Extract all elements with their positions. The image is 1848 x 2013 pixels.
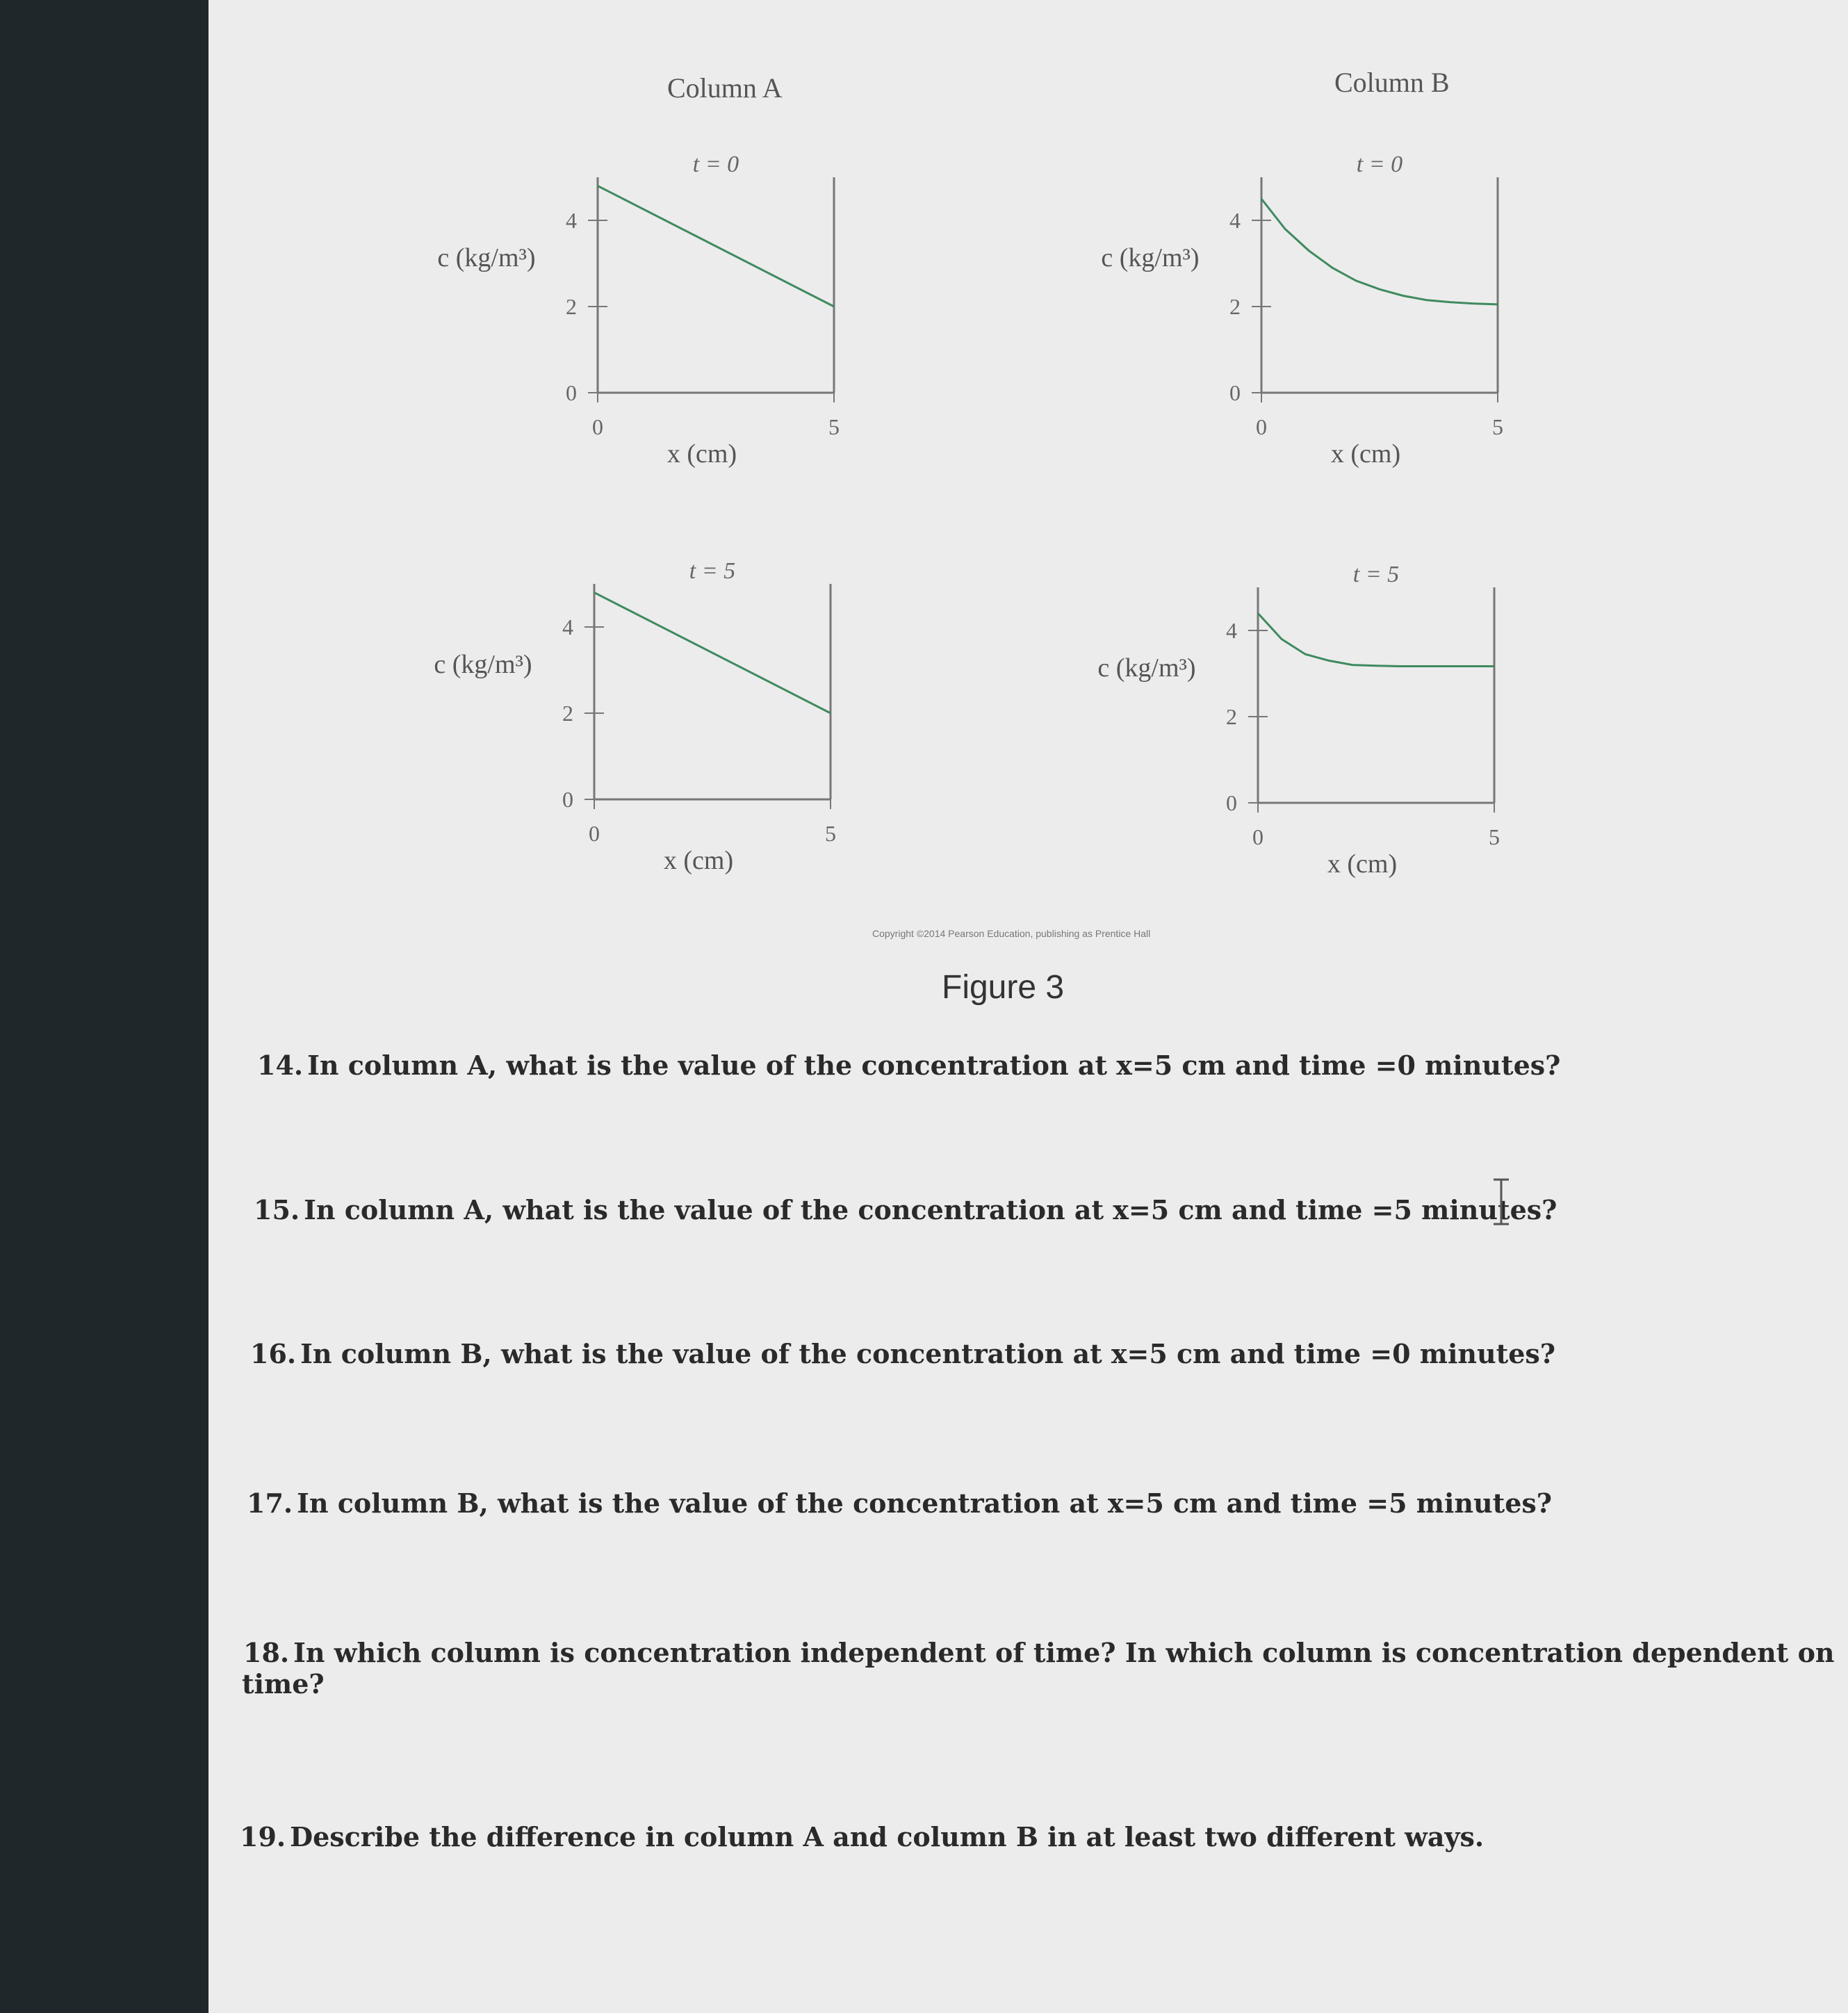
y-tick-label: 0: [562, 787, 573, 812]
plot-column-b-t0: [1081, 152, 1512, 480]
question-14: [257, 1050, 1560, 1081]
question-18-continued: [242, 1668, 325, 1700]
plot-svg: [417, 152, 848, 476]
document-page: [208, 0, 1848, 2013]
copyright-notice: Copyright ©2014 Pearson Education, publishing as Prentice Hall: [872, 928, 1151, 939]
plot-svg: [1081, 152, 1512, 476]
question-19: [240, 1821, 1484, 1852]
x-axis-title: x (cm): [1330, 439, 1401, 468]
x-tick-label: 5: [1492, 414, 1503, 439]
plot-column-b-t5: [1077, 562, 1508, 890]
x-axis-title: x (cm): [667, 439, 737, 468]
question-18: [243, 1637, 1835, 1668]
column-a-title: Column A: [667, 72, 783, 104]
y-tick-label: 4: [1229, 208, 1241, 233]
question-number: 18.: [243, 1637, 290, 1668]
question-number: 19.: [240, 1821, 286, 1852]
question-text: In which column is concentration independent of time? In which column is concentration dependent on: [293, 1637, 1835, 1668]
x-tick-label: 5: [1489, 824, 1500, 849]
time-label: t = 0: [692, 152, 739, 177]
question-number: 16.: [250, 1338, 297, 1369]
text-cursor-icon: [1491, 1178, 1512, 1225]
x-tick-label: 0: [1252, 824, 1264, 849]
time-label: t = 5: [689, 558, 736, 584]
figure-caption: Figure 3: [942, 969, 1065, 1006]
plot-column-a-t5: [414, 558, 844, 886]
y-axis-title: c (kg/m³): [434, 649, 532, 679]
y-tick-label: 0: [1229, 380, 1241, 405]
y-tick-label: 4: [566, 208, 577, 233]
concentration-line: [594, 592, 831, 713]
y-tick-label: 0: [566, 380, 577, 405]
x-axis-title: x (cm): [1327, 849, 1398, 879]
time-label: t = 0: [1356, 152, 1403, 177]
y-tick-label: 0: [1226, 790, 1237, 815]
question-17: [247, 1488, 1552, 1519]
y-tick-label: 2: [566, 294, 577, 319]
y-tick-label: 4: [562, 614, 573, 639]
question-text: In column A, what is the value of the concentration at x=5 cm and time =0 minutes?: [307, 1050, 1561, 1081]
question-text: In column A, what is the value of the concentration at x=5 cm and time =5 minutes?: [304, 1194, 1557, 1225]
plot-column-a-t0: [417, 152, 848, 480]
y-tick-label: 2: [1226, 704, 1237, 729]
question-16: [250, 1338, 1555, 1369]
y-tick-label: 2: [562, 701, 573, 726]
x-tick-label: 5: [825, 821, 836, 846]
question-15: [254, 1194, 1557, 1225]
x-tick-label: 0: [592, 414, 603, 439]
concentration-line: [598, 186, 834, 307]
column-b-title: Column B: [1334, 67, 1450, 98]
y-tick-label: 4: [1226, 618, 1237, 643]
question-text: Describe the difference in column A and column B in at least two different ways.: [290, 1821, 1485, 1852]
plot-svg: [414, 558, 844, 883]
y-axis-title: c (kg/m³): [1097, 653, 1196, 683]
monitor-bezel: [0, 0, 208, 2013]
y-tick-label: 2: [1229, 294, 1241, 319]
question-text: In column B, what is the value of the concentration at x=5 cm and time =5 minutes?: [297, 1488, 1553, 1519]
plot-svg: [1077, 562, 1508, 886]
x-tick-label: 5: [828, 414, 840, 439]
y-axis-title: c (kg/m³): [437, 243, 536, 272]
x-tick-label: 0: [589, 821, 600, 846]
concentration-line: [1258, 613, 1494, 666]
question-number: 15.: [254, 1194, 300, 1225]
y-axis-title: c (kg/m³): [1101, 243, 1200, 272]
concentration-line: [1261, 199, 1498, 304]
question-text: In column B, what is the value of the concentration at x=5 cm and time =0 minutes?: [300, 1338, 1556, 1369]
time-label: t = 5: [1352, 562, 1400, 587]
question-text-continued: time?: [242, 1668, 325, 1700]
question-number: 17.: [247, 1488, 293, 1519]
x-axis-title: x (cm): [663, 846, 734, 875]
question-number: 14.: [257, 1050, 304, 1081]
x-tick-label: 0: [1256, 414, 1267, 439]
